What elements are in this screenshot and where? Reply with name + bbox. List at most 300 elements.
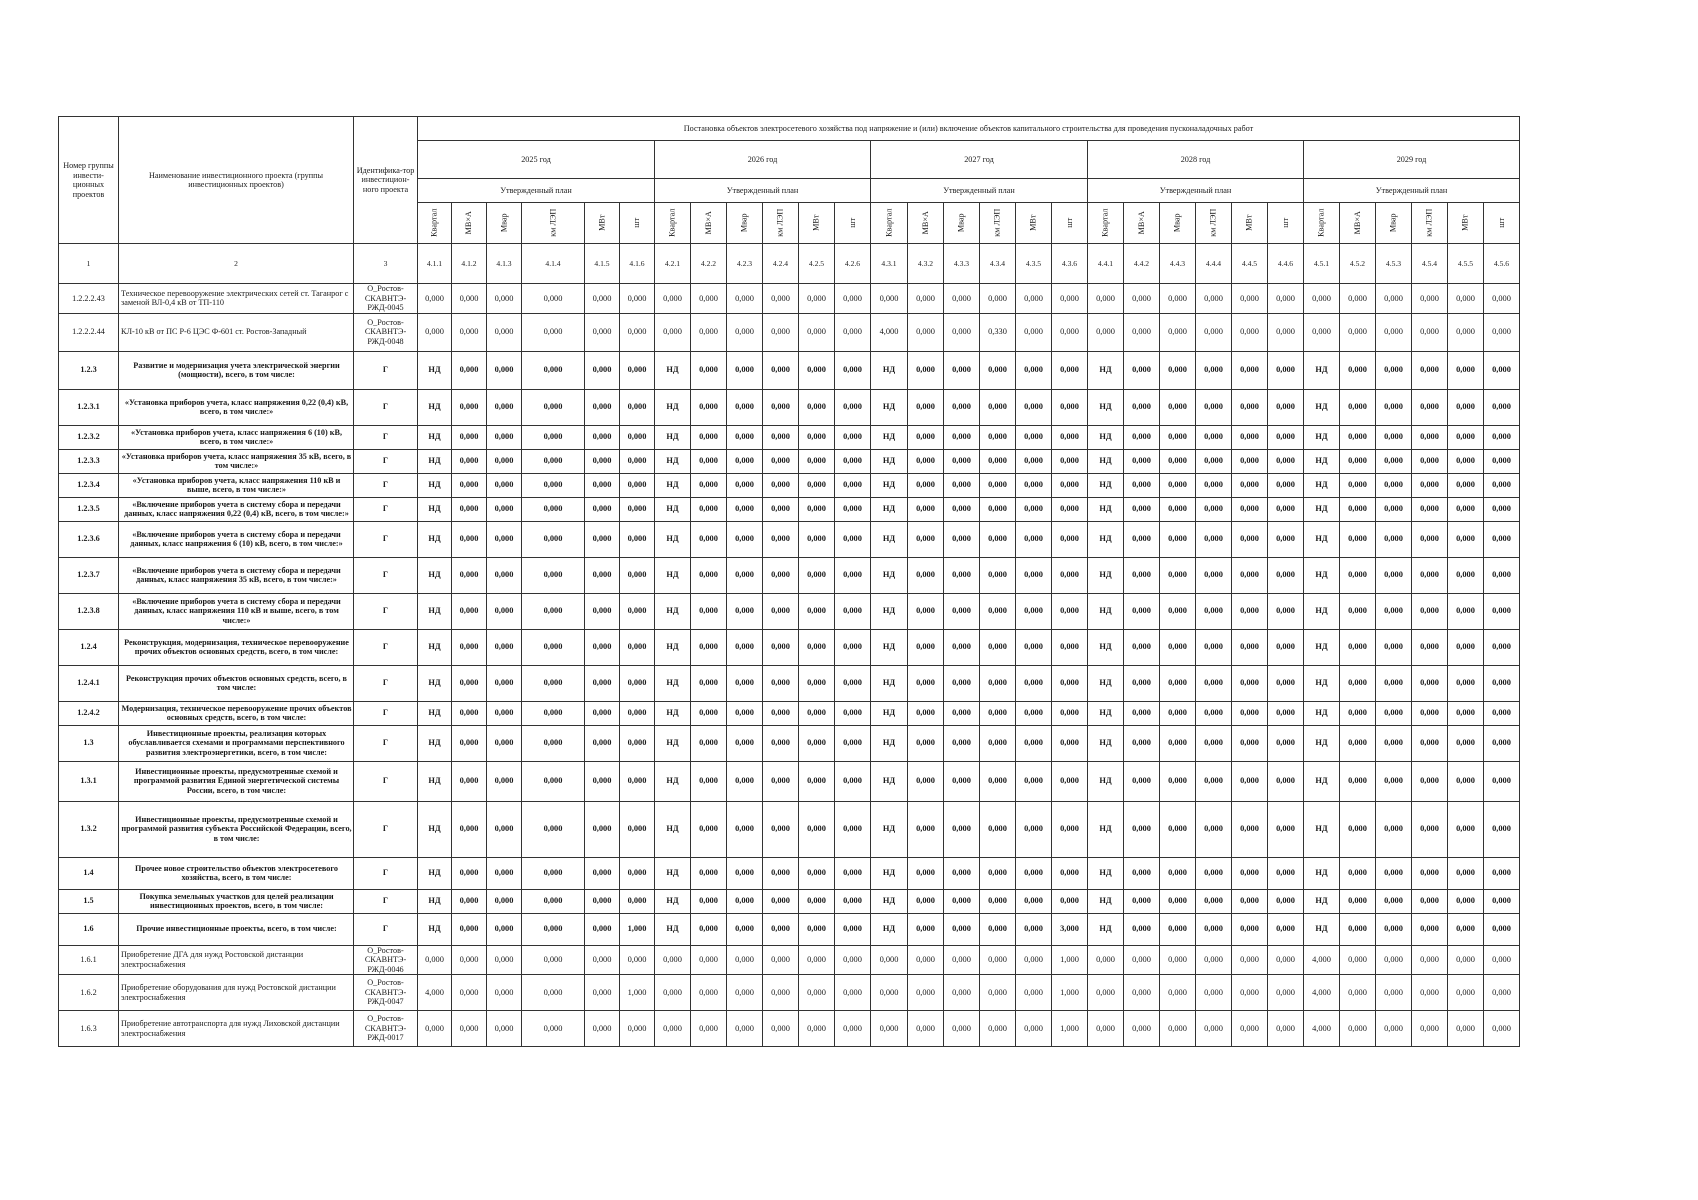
row-value: 0,000 bbox=[799, 497, 835, 521]
header-unit-label: МВт bbox=[1460, 214, 1470, 232]
row-value: 0,000 bbox=[1376, 389, 1412, 425]
row-project-id: Г bbox=[354, 449, 418, 473]
row-value: НД bbox=[418, 389, 452, 425]
column-number: 4.4.6 bbox=[1268, 244, 1304, 284]
row-value: 0,000 bbox=[585, 351, 620, 389]
row-value: 0,000 bbox=[1340, 761, 1376, 801]
row-value: 0,000 bbox=[585, 801, 620, 857]
row-value: 0,000 bbox=[1016, 629, 1052, 665]
row-value: 0,000 bbox=[1340, 389, 1376, 425]
row-value: 0,000 bbox=[452, 449, 487, 473]
row-value: 0,000 bbox=[452, 425, 487, 449]
row-value: 0,000 bbox=[1448, 425, 1484, 449]
row-value: 0,000 bbox=[908, 975, 944, 1011]
header-unit-label: Квартал bbox=[884, 208, 894, 238]
row-value: 0,000 bbox=[835, 889, 871, 913]
row-value: НД bbox=[1088, 857, 1124, 889]
row-value: 0,000 bbox=[835, 473, 871, 497]
row-value: 0,000 bbox=[1160, 449, 1196, 473]
row-value: НД bbox=[418, 801, 452, 857]
row-value: НД bbox=[1088, 701, 1124, 725]
row-value: 0,000 bbox=[1484, 945, 1520, 975]
row-value: 0,000 bbox=[980, 975, 1016, 1011]
row-value: 0,000 bbox=[1268, 665, 1304, 701]
row-value: 0,000 bbox=[799, 593, 835, 629]
row-value: 0,000 bbox=[1484, 629, 1520, 665]
header-unit bbox=[585, 203, 620, 244]
row-project-name: «Включение приборов учета в систему сбора и передачи данных, класс напряжения 110 кВ и выше, всего, в том числе:» bbox=[119, 593, 354, 629]
row-value: 0,000 bbox=[1412, 593, 1448, 629]
row-value: 0,000 bbox=[1376, 913, 1412, 945]
row-project-name: Покупка земельных участков для целей реализации инвестиционных проектов, всего, в том числе: bbox=[119, 889, 354, 913]
row-value: 0,000 bbox=[691, 761, 727, 801]
header-unit-label: МВт bbox=[597, 214, 607, 232]
header-project-name: Наименование инвестиционного проекта (группы инвестиционных проектов) bbox=[119, 117, 354, 244]
row-value: 0,000 bbox=[799, 425, 835, 449]
column-number: 4.5.6 bbox=[1484, 244, 1520, 284]
row-value: НД bbox=[655, 593, 691, 629]
row-value: 0,000 bbox=[980, 665, 1016, 701]
row-value: 0,000 bbox=[487, 1011, 522, 1047]
row-value: 0,000 bbox=[980, 521, 1016, 557]
row-value: 0,000 bbox=[1268, 389, 1304, 425]
row-value: 0,000 bbox=[944, 701, 980, 725]
row-value: 0,000 bbox=[691, 1011, 727, 1047]
row-value: 0,000 bbox=[620, 521, 655, 557]
row-value: 0,000 bbox=[452, 913, 487, 945]
row-value: 0,000 bbox=[522, 521, 585, 557]
column-number: 4.4.3 bbox=[1160, 244, 1196, 284]
row-value: НД bbox=[1304, 913, 1340, 945]
row-value: 0,000 bbox=[727, 725, 763, 761]
row-value: 0,000 bbox=[1376, 284, 1412, 314]
row-value: 0,000 bbox=[727, 945, 763, 975]
column-number: 4.3.4 bbox=[980, 244, 1016, 284]
row-value: 0,000 bbox=[1412, 801, 1448, 857]
row-value: НД bbox=[871, 473, 908, 497]
row-value: 0,000 bbox=[1124, 449, 1160, 473]
table-row bbox=[59, 521, 1520, 557]
investment-table bbox=[58, 116, 1520, 1047]
row-value: 0,000 bbox=[691, 913, 727, 945]
row-value: 0,000 bbox=[1412, 945, 1448, 975]
row-value: 0,000 bbox=[1160, 425, 1196, 449]
row-value: 0,000 bbox=[1484, 351, 1520, 389]
row-value: 0,000 bbox=[1124, 593, 1160, 629]
row-value: 0,000 bbox=[1016, 521, 1052, 557]
row-value: 0,000 bbox=[1376, 497, 1412, 521]
row-value: 0,000 bbox=[1484, 313, 1520, 351]
row-value: 0,000 bbox=[799, 975, 835, 1011]
row-value: 0,000 bbox=[980, 725, 1016, 761]
table-row bbox=[59, 725, 1520, 761]
row-value: 0,000 bbox=[1376, 701, 1412, 725]
row-value: 0,000 bbox=[1124, 521, 1160, 557]
table-row bbox=[59, 449, 1520, 473]
row-value: НД bbox=[418, 889, 452, 913]
row-value: 0,000 bbox=[487, 389, 522, 425]
header-year: 2026 год bbox=[655, 141, 871, 179]
row-value: 0,000 bbox=[1196, 389, 1232, 425]
row-project-name: Реконструкция, модернизация, техническое перевооружение прочих объектов основных средств, всего, в том числе: bbox=[119, 629, 354, 665]
row-value: 3,000 bbox=[1052, 913, 1088, 945]
column-number: 4.5.2 bbox=[1340, 244, 1376, 284]
header-unit-label: Мвар bbox=[739, 213, 749, 233]
row-value: 0,000 bbox=[944, 313, 980, 351]
header-unit bbox=[522, 203, 585, 244]
row-value: 0,000 bbox=[487, 857, 522, 889]
row-value: 0,000 bbox=[522, 449, 585, 473]
row-value: 0,000 bbox=[1484, 473, 1520, 497]
row-value: 0,000 bbox=[585, 313, 620, 351]
row-value: 0,000 bbox=[522, 557, 585, 593]
row-value: 0,000 bbox=[487, 975, 522, 1011]
row-value: НД bbox=[1088, 593, 1124, 629]
row-value: 0,000 bbox=[1376, 425, 1412, 449]
row-value: 0,000 bbox=[763, 557, 799, 593]
header-unit bbox=[1088, 203, 1124, 244]
row-value: 0,000 bbox=[1448, 557, 1484, 593]
row-value: 0,000 bbox=[835, 425, 871, 449]
row-value: 0,000 bbox=[1052, 449, 1088, 473]
row-value: 0,000 bbox=[944, 473, 980, 497]
row-value: 0,000 bbox=[585, 425, 620, 449]
row-value: 0,000 bbox=[1268, 725, 1304, 761]
row-value: НД bbox=[1088, 389, 1124, 425]
row-value: 0,000 bbox=[585, 521, 620, 557]
row-value: 0,000 bbox=[620, 497, 655, 521]
row-value: 0,000 bbox=[727, 473, 763, 497]
row-value: 0,000 bbox=[487, 425, 522, 449]
row-value: НД bbox=[655, 557, 691, 593]
row-value: 0,000 bbox=[799, 665, 835, 701]
row-value: 0,000 bbox=[1196, 889, 1232, 913]
row-project-id: Г bbox=[354, 725, 418, 761]
row-number: 1.6 bbox=[59, 913, 119, 945]
row-value: 0,000 bbox=[1016, 1011, 1052, 1047]
row-value: 0,000 bbox=[835, 497, 871, 521]
row-value: 0,000 bbox=[1484, 521, 1520, 557]
row-value: 0,000 bbox=[727, 975, 763, 1011]
row-value: 0,000 bbox=[691, 284, 727, 314]
header-unit bbox=[418, 203, 452, 244]
row-value: 0,000 bbox=[1232, 284, 1268, 314]
row-value: 0,000 bbox=[1412, 449, 1448, 473]
row-value: 0,000 bbox=[727, 1011, 763, 1047]
row-value: 0,000 bbox=[980, 497, 1016, 521]
row-value: 0,000 bbox=[585, 557, 620, 593]
row-value: 1,000 bbox=[1052, 975, 1088, 1011]
row-value: НД bbox=[1088, 473, 1124, 497]
row-value: 0,000 bbox=[691, 389, 727, 425]
row-value: НД bbox=[655, 701, 691, 725]
row-number: 1.2.4.2 bbox=[59, 701, 119, 725]
row-value: 0,000 bbox=[1268, 975, 1304, 1011]
header-unit bbox=[944, 203, 980, 244]
row-value: 0,000 bbox=[452, 801, 487, 857]
row-value: 0,000 bbox=[1268, 889, 1304, 913]
row-value: 0,000 bbox=[763, 857, 799, 889]
row-project-name: Приобретение автотранспорта для нужд Лиховской дистанции электроснабжения bbox=[119, 1011, 354, 1047]
row-value: 0,000 bbox=[1376, 473, 1412, 497]
row-value: 0,000 bbox=[1052, 425, 1088, 449]
row-value: 0,000 bbox=[763, 521, 799, 557]
row-value: 0,000 bbox=[1376, 761, 1412, 801]
row-value: 0,000 bbox=[835, 313, 871, 351]
row-value: НД bbox=[1304, 389, 1340, 425]
row-number: 1.2.3.2 bbox=[59, 425, 119, 449]
row-value: 0,000 bbox=[763, 761, 799, 801]
row-value: 0,000 bbox=[1484, 1011, 1520, 1047]
row-value: НД bbox=[1088, 629, 1124, 665]
header-group-number: Номер группы инвести-ционных проектов bbox=[59, 117, 119, 244]
row-value: 0,000 bbox=[908, 889, 944, 913]
row-value: 0,000 bbox=[620, 593, 655, 629]
row-project-id: Г bbox=[354, 497, 418, 521]
row-value: 0,000 bbox=[1124, 629, 1160, 665]
row-value: 0,000 bbox=[1268, 473, 1304, 497]
row-value: 0,000 bbox=[1232, 449, 1268, 473]
row-value: 0,000 bbox=[1088, 1011, 1124, 1047]
row-value: 0,000 bbox=[452, 725, 487, 761]
row-value: 0,000 bbox=[1484, 665, 1520, 701]
row-value: 0,000 bbox=[763, 913, 799, 945]
table-row bbox=[59, 889, 1520, 913]
row-value: 0,000 bbox=[452, 857, 487, 889]
row-value: 0,000 bbox=[1376, 313, 1412, 351]
row-value: НД bbox=[871, 629, 908, 665]
row-value: 0,000 bbox=[487, 665, 522, 701]
row-value: 0,000 bbox=[1376, 857, 1412, 889]
row-value: 0,000 bbox=[1016, 801, 1052, 857]
row-project-id: Г bbox=[354, 701, 418, 725]
row-value: 0,000 bbox=[908, 497, 944, 521]
row-value: 0,000 bbox=[487, 351, 522, 389]
header-unit-label: Квартал bbox=[429, 208, 439, 238]
header-approved-plan: Утвержденный план bbox=[418, 179, 655, 203]
row-value: 0,000 bbox=[585, 945, 620, 975]
row-value: 0,000 bbox=[620, 473, 655, 497]
row-value: НД bbox=[871, 913, 908, 945]
row-value: НД bbox=[1304, 497, 1340, 521]
row-value: 0,000 bbox=[1268, 557, 1304, 593]
row-number: 1.3.1 bbox=[59, 761, 119, 801]
row-value: 0,000 bbox=[835, 521, 871, 557]
row-value: 0,000 bbox=[585, 889, 620, 913]
table-row bbox=[59, 761, 1520, 801]
row-value: 0,000 bbox=[763, 701, 799, 725]
row-value: 0,000 bbox=[1448, 889, 1484, 913]
row-value: НД bbox=[655, 913, 691, 945]
row-value: НД bbox=[655, 449, 691, 473]
row-value: 0,000 bbox=[1376, 449, 1412, 473]
row-value: 0,000 bbox=[944, 449, 980, 473]
row-number: 1.2.4 bbox=[59, 629, 119, 665]
column-number: 4.3.3 bbox=[944, 244, 980, 284]
row-value: НД bbox=[418, 725, 452, 761]
row-value: 0,000 bbox=[908, 284, 944, 314]
row-value: 0,000 bbox=[1448, 725, 1484, 761]
row-value: 0,000 bbox=[980, 629, 1016, 665]
row-value: НД bbox=[1088, 521, 1124, 557]
header-year: 2029 год bbox=[1304, 141, 1520, 179]
row-value: 0,000 bbox=[980, 913, 1016, 945]
row-value: 0,000 bbox=[1448, 801, 1484, 857]
row-number: 1.2.3.5 bbox=[59, 497, 119, 521]
row-value: 0,000 bbox=[487, 593, 522, 629]
row-value: 0,000 bbox=[691, 425, 727, 449]
column-number: 4.3.1 bbox=[871, 244, 908, 284]
row-value: НД bbox=[418, 629, 452, 665]
row-value: НД bbox=[418, 913, 452, 945]
row-project-name: Прочие инвестиционные проекты, всего, в том числе: bbox=[119, 913, 354, 945]
row-value: НД bbox=[1304, 701, 1340, 725]
row-value: 0,000 bbox=[799, 761, 835, 801]
row-value: 0,000 bbox=[1232, 351, 1268, 389]
row-value: 0,000 bbox=[585, 701, 620, 725]
header-unit-label: шт bbox=[847, 218, 857, 228]
row-value: 0,000 bbox=[487, 284, 522, 314]
row-value: 0,000 bbox=[980, 593, 1016, 629]
row-project-id: Г bbox=[354, 857, 418, 889]
row-value: 0,000 bbox=[620, 945, 655, 975]
row-value: НД bbox=[418, 351, 452, 389]
row-value: 0,000 bbox=[1484, 857, 1520, 889]
row-value: 0,000 bbox=[1376, 351, 1412, 389]
row-value: 0,000 bbox=[1196, 593, 1232, 629]
row-value: 0,000 bbox=[1448, 975, 1484, 1011]
row-value: 0,000 bbox=[1232, 701, 1268, 725]
row-value: 0,000 bbox=[522, 975, 585, 1011]
row-value: НД bbox=[871, 497, 908, 521]
row-value: 0,000 bbox=[980, 473, 1016, 497]
row-project-id: Г bbox=[354, 473, 418, 497]
row-value: 0,000 bbox=[691, 975, 727, 1011]
row-value: 0,000 bbox=[487, 497, 522, 521]
row-project-id: О_Ростов-СКАВНТЭ-РЖД-0045 bbox=[354, 284, 418, 314]
row-value: 0,000 bbox=[835, 801, 871, 857]
row-value: 0,000 bbox=[691, 945, 727, 975]
row-value: 0,000 bbox=[1160, 889, 1196, 913]
row-project-name: Инвестиционные проекты, реализация которых обуславливается схемами и программами перспективного развития электроэнергетики, всего, в том числе: bbox=[119, 725, 354, 761]
row-value: 0,000 bbox=[585, 473, 620, 497]
row-value: 0,000 bbox=[1124, 389, 1160, 425]
row-value: 0,000 bbox=[1268, 497, 1304, 521]
table-row bbox=[59, 701, 1520, 725]
row-value: 0,000 bbox=[944, 521, 980, 557]
row-value: 0,000 bbox=[944, 889, 980, 913]
row-value: 0,000 bbox=[522, 801, 585, 857]
header-main-title: Постановка объектов электросетевого хозяйства под напряжение и (или) включение объектов капитального строительства для проведения пусконаладочных работ bbox=[418, 117, 1520, 141]
row-value: 0,000 bbox=[727, 284, 763, 314]
header-unit-label: км ЛЭП bbox=[992, 208, 1002, 238]
row-value: 0,000 bbox=[1160, 975, 1196, 1011]
row-value: 0,000 bbox=[1160, 521, 1196, 557]
row-value: 0,000 bbox=[418, 1011, 452, 1047]
row-value: 0,000 bbox=[1232, 945, 1268, 975]
row-value: 0,000 bbox=[1412, 473, 1448, 497]
row-value: 0,000 bbox=[727, 557, 763, 593]
header-unit bbox=[799, 203, 835, 244]
row-project-id: О_Ростов-СКАВНТЭ-РЖД-0046 bbox=[354, 945, 418, 975]
row-value: 0,000 bbox=[1232, 593, 1268, 629]
row-value: 0,000 bbox=[944, 761, 980, 801]
row-project-name: Инвестиционные проекты, предусмотренные схемой и программой развития Единой энергетической системы России, всего, в том числе: bbox=[119, 761, 354, 801]
row-value: 0,000 bbox=[1232, 425, 1268, 449]
row-value: 0,000 bbox=[1160, 913, 1196, 945]
row-value: 0,000 bbox=[1232, 725, 1268, 761]
row-value: НД bbox=[418, 557, 452, 593]
header-year: 2025 год bbox=[418, 141, 655, 179]
row-value: 0,000 bbox=[980, 557, 1016, 593]
row-value: 0,000 bbox=[1196, 665, 1232, 701]
table-row bbox=[59, 945, 1520, 975]
row-value: 0,000 bbox=[908, 801, 944, 857]
row-value: НД bbox=[871, 389, 908, 425]
header-project-id: Идентифика-тор инвестицион-ного проекта bbox=[354, 117, 418, 244]
row-value: 0,000 bbox=[908, 857, 944, 889]
row-value: 0,000 bbox=[908, 473, 944, 497]
row-value: 0,000 bbox=[522, 725, 585, 761]
row-value: 0,000 bbox=[944, 629, 980, 665]
row-value: 0,000 bbox=[1412, 521, 1448, 557]
row-value: 0,000 bbox=[691, 629, 727, 665]
row-value: 0,000 bbox=[763, 351, 799, 389]
row-value: 0,000 bbox=[487, 913, 522, 945]
row-value: 0,000 bbox=[1196, 1011, 1232, 1047]
table-row bbox=[59, 351, 1520, 389]
row-value: 0,000 bbox=[691, 351, 727, 389]
row-value: 0,000 bbox=[1340, 945, 1376, 975]
row-value: 0,000 bbox=[487, 521, 522, 557]
row-value: 0,000 bbox=[799, 351, 835, 389]
row-value: 0,000 bbox=[1376, 593, 1412, 629]
row-value: 0,000 bbox=[522, 889, 585, 913]
row-value: 0,000 bbox=[585, 284, 620, 314]
row-value: 0,000 bbox=[1448, 913, 1484, 945]
row-value: 0,000 bbox=[585, 725, 620, 761]
row-value: 0,000 bbox=[1448, 857, 1484, 889]
row-value: 0,000 bbox=[1160, 1011, 1196, 1047]
row-value: 0,000 bbox=[835, 389, 871, 425]
row-value: 0,000 bbox=[1124, 351, 1160, 389]
row-value: 0,000 bbox=[1124, 313, 1160, 351]
column-number: 4.1.4 bbox=[522, 244, 585, 284]
row-value: 0,000 bbox=[1052, 284, 1088, 314]
column-number: 4.1.6 bbox=[620, 244, 655, 284]
row-value: НД bbox=[418, 473, 452, 497]
row-value: 0,000 bbox=[1016, 425, 1052, 449]
row-value: 0,000 bbox=[871, 284, 908, 314]
row-value: 0,000 bbox=[1124, 497, 1160, 521]
row-value: 0,000 bbox=[1196, 521, 1232, 557]
row-value: 0,000 bbox=[763, 425, 799, 449]
row-value: 0,000 bbox=[1016, 889, 1052, 913]
row-value: 0,000 bbox=[620, 701, 655, 725]
row-value: 0,000 bbox=[799, 945, 835, 975]
row-project-id: О_Ростов-СКАВНТЭ-РЖД-0047 bbox=[354, 975, 418, 1011]
row-value: 0,000 bbox=[585, 449, 620, 473]
row-value: 0,000 bbox=[655, 284, 691, 314]
table-row bbox=[59, 593, 1520, 629]
column-number: 4.5.4 bbox=[1412, 244, 1448, 284]
header-unit-label: Квартал bbox=[667, 208, 677, 238]
row-value: НД bbox=[871, 761, 908, 801]
row-value: 0,000 bbox=[1160, 725, 1196, 761]
column-number: 4.2.4 bbox=[763, 244, 799, 284]
row-value: 0,000 bbox=[1232, 629, 1268, 665]
row-value: 0,000 bbox=[1412, 761, 1448, 801]
